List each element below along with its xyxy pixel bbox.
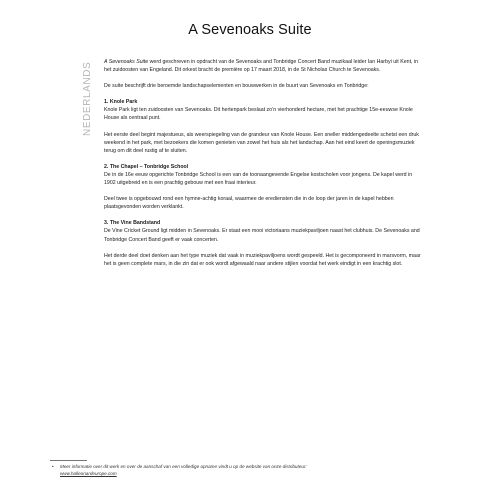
intro-paragraph-2: De suite beschrijft drie beroemde landschapselementen en bouwwerken in de buurt van Sevenoaks en Tonbridge: (104, 83, 369, 90)
distributor-link[interactable]: www.halleonardeurope.com (60, 470, 117, 476)
section-paragraph: Deel twee is opgebouwd rond een hymne-achtig koraal, waarmee de erediensten die in de loop der jaren in de kapel hebben plaatsgevonden worden verklankt. (104, 196, 394, 211)
section-paragraph: Knole Park ligt ten zuidoosten van Sevenoaks. Dit hertenpark beslaat zo’n vierhonderd hectare, met het prachtige 15e-eeuwse Knole House als centraal punt. (104, 107, 413, 122)
intro-work-title: A Sevenoaks Suite (104, 59, 149, 65)
section-paragraph: Het derde deel doet denken aan het type muziek dat vaak in muziekpaviljoens wordt gespeeld. Het is gecomponeerd in marsvorm, maar het is geen complete mars, in die zin dat er ook wordt afgewaald naar andere stijlen voordat het werk eindigt in een krachtig slot. (104, 252, 421, 267)
section-paragraph: De in de 16e eeuw opgerichte Tonbridge School is een van de toonaangevende Engelse kostscholen voor jongens. De kapel werd in 1902 uitgebreid en is een prachtig gebouw met een fraai interieur. (104, 171, 413, 187)
section-paragraph: De Vine Cricket Ground ligt midden in Sevenoaks. Er staat een mooi victoriaans muziekpaviljoen naast het clubhuis. De Sevenoaks and Tonbridge Concert Band geeft er vaak concerten. (104, 228, 420, 243)
intro-paragraph (104, 58, 424, 74)
language-side-label (82, 48, 94, 136)
section-paragraph: Het eerste deel begint majestueus, als weerspiegeling van de grandeur van Knole House. Een sneller middengedeelte schetst een druk weekend in het park, met bezoekers die komen genieten van zowel het huis als het landschap. Aan het eind keert de openingsmuziek terug om dit deel rustig af te sluiten. (104, 131, 419, 154)
footnote-divider (50, 460, 87, 461)
footnote (52, 464, 452, 477)
intro-text: werd geschreven in opdracht van de Sevenoaks and Tonbridge Concert Band muzikaal leider Ian Harbyi uit Kent, in het zuidoosten van Engeland. Dit orkest bracht de première op 17 maart 2018, in de St Nicholas Church te Sevenoaks. (104, 59, 419, 74)
section-heading-vine-bandstand: 3. The Vine Bandstand (104, 220, 161, 227)
section-heading-the-chapel: 2. The Chapel – Tonbridge School (104, 163, 189, 170)
document-body (104, 58, 424, 276)
language-label-text: NEDERLANDS (82, 61, 93, 136)
footnote-text: Meer informatie over dit werk en over de aanschaf van een volledige opname vindt u op de website van onze distributeur: (60, 464, 307, 469)
section-heading-knole-park: 1. Knole Park (104, 99, 138, 106)
footnote-bullet: • (52, 464, 54, 469)
page-title: A Sevenoaks Suite (188, 22, 312, 38)
